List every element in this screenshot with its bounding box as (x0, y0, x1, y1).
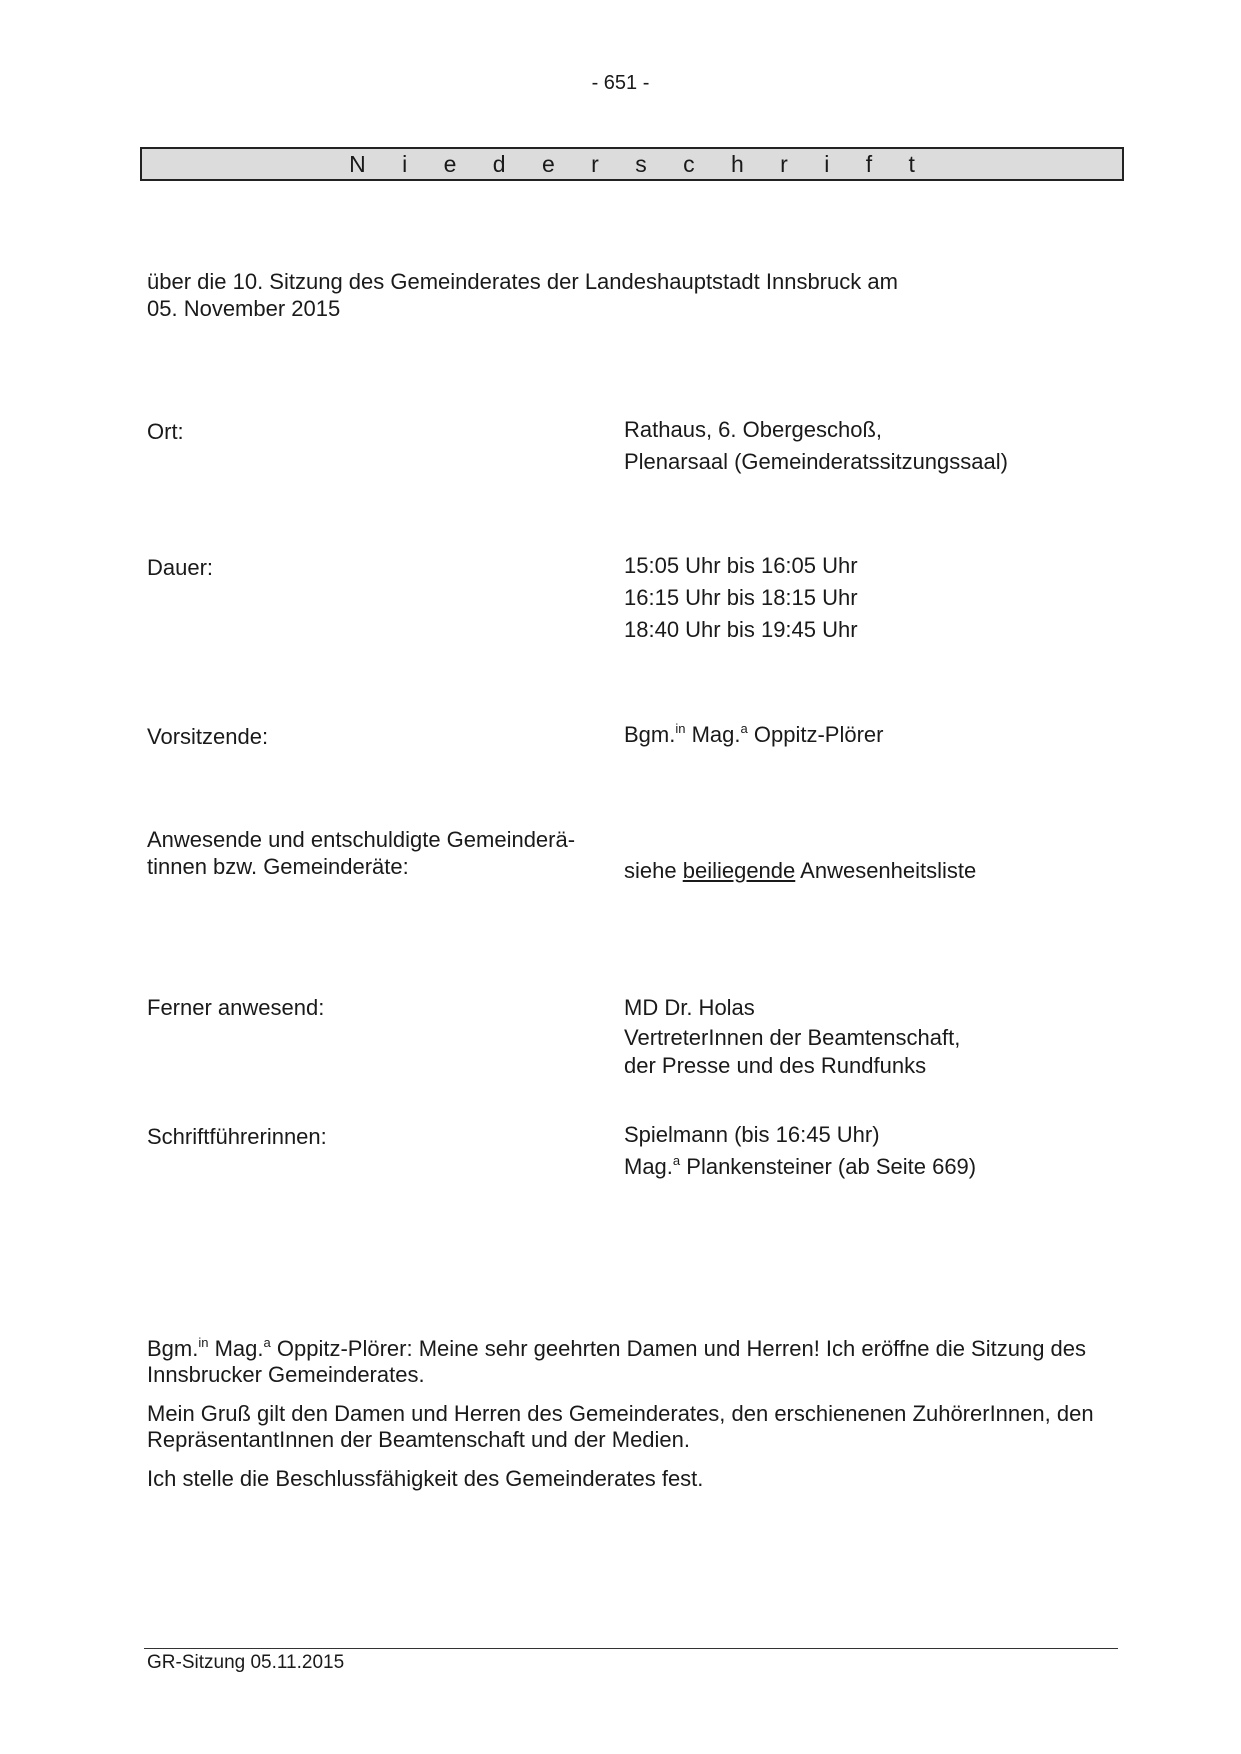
ferner-label: Ferner anwesend: (147, 995, 325, 1020)
speech-paragraph-1: Bgm.$^{in}$ Mag.$^a$ Oppitz-Plörer: Meine sehr geehrten Damen und Herren! Ich eröffne die Sitzung des Innsbrucker Gemeinderates. (147, 1335, 1087, 1387)
dauer-label: Dauer: (147, 555, 214, 580)
document-title-box (140, 147, 1124, 181)
ort-line-1: Rathaus, 6. Obergeschoß, (624, 417, 883, 442)
schrift-value: Spielmann (bis 16:45 Uhr) Mag.$^a$ Plankensteiner (ab Seite 669) (624, 1122, 977, 1179)
speech-paragraph-2: Mein Gruß gilt den Damen und Herren des Gemeinderates, den erschienenen ZuhörerInnen, den RepräsentantInnen der Beamtenschaft und der Medien. (147, 1401, 1094, 1452)
intro-line-1: über die 10. Sitzung des Gemeinderates der Landeshauptstadt Innsbruck am (147, 269, 898, 294)
ferner-value: MD Dr. Holas VertreterInnen der Beamtenschaft, der Presse und des Rundfunks (624, 995, 961, 1078)
dauer-line-2: 16:15 Uhr bis 18:15 Uhr (624, 585, 858, 610)
document-title: N i e d e r s c h r i f t (349, 150, 930, 177)
dauer-line-1: 15:05 Uhr bis 16:05 Uhr (624, 553, 858, 578)
ort-value (624, 414, 1008, 478)
intro-line-2: 05. November 2015 (147, 296, 341, 321)
footer-text: GR-Sitzung 05.11.2015 (147, 1652, 345, 1673)
schrift-label: Schriftführerinnen: (147, 1124, 327, 1149)
speech-body (147, 1336, 1107, 1505)
ort-line-2: Plenarsaal (Gemeinderatssitzungssaal) (624, 449, 1008, 474)
page-number: - 651 - (591, 72, 650, 94)
footer-divider (144, 1648, 1118, 1649)
intro-text (147, 268, 898, 322)
speech-paragraph-3: Ich stelle die Beschlussfähigkeit des Gemeinderates fest. (147, 1466, 704, 1491)
ort-label: Ort: (147, 419, 184, 444)
beiliegende-underlined: beiliegende (682, 858, 796, 883)
dauer-line-3: 18:40 Uhr bis 19:45 Uhr (624, 617, 858, 642)
dauer-value (624, 550, 858, 646)
anwesende-label: Anwesende und entschuldigte Gemeinderä- tinnen bzw. Gemeinderäte: (147, 827, 576, 879)
vorsitz-value: Bgm.$^{in}$ Mag.$^a$ Oppitz-Plörer (624, 721, 884, 747)
vorsitz-label: Vorsitzende: (147, 724, 269, 749)
anwesende-value: siehe beiliegende Anwesenheitsliste (624, 858, 977, 883)
